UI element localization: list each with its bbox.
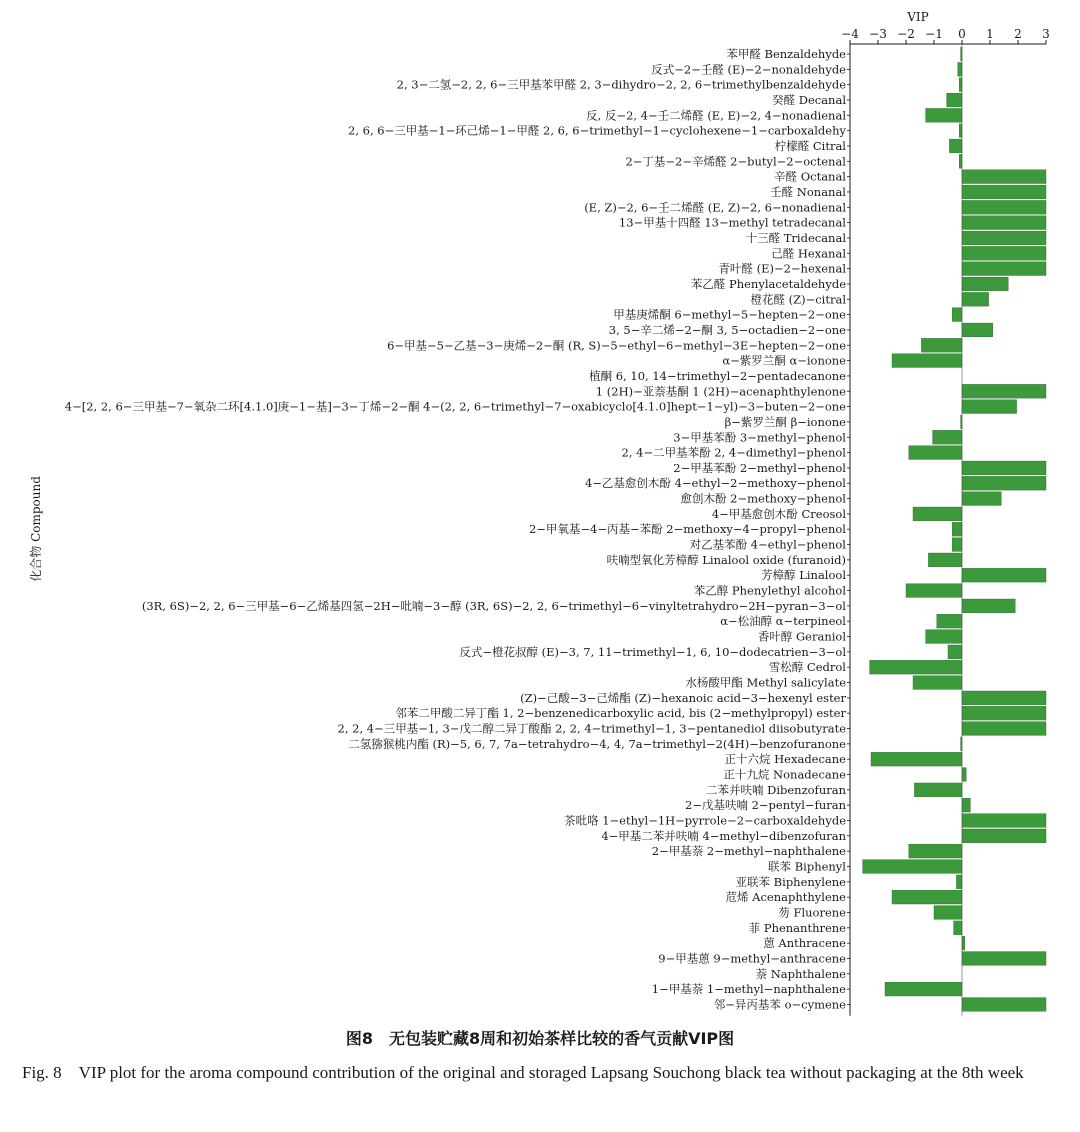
category-label: 愈创木酚 2−methoxy−phenol — [680, 491, 846, 506]
category-label: 蒽 Anthracene — [763, 936, 846, 951]
figure-caption-english: Fig. 8 VIP plot for the aroma compound contribution of the original and storaged Lapsang Souchong black tea without packaging at the 8th week — [22, 1063, 1024, 1082]
vip-bar — [962, 461, 1046, 475]
figure-caption-chinese: 图8 无包装贮藏8周和初始茶样比较的香气贡献VIP图 — [345, 1029, 735, 1048]
category-label: 反式−橙花叔醇 (E)−3, 7, 11−trimethyl−1, 6, 10−dodecatrien−3−ol — [459, 644, 846, 659]
category-label: (3R, 6S)−2, 2, 6−三甲基−6−乙烯基四氢−2H−吡喃−3−醇 (3R, 6S)−2, 2, 6−trimethyl−6−vinyltetrahydro−2H−pyran−3−ol — [141, 598, 846, 613]
vip-bar — [949, 139, 962, 153]
category-label: 苯乙醇 Phenylethyl alcohol — [693, 583, 846, 598]
vip-bar — [962, 262, 1046, 276]
vip-bar — [926, 630, 962, 644]
category-label: 邻−异丙基苯 o−cymene — [713, 997, 846, 1012]
vip-bar — [956, 875, 962, 889]
vip-bar — [962, 829, 1046, 843]
vip-bar — [952, 308, 962, 322]
vip-bar — [934, 906, 962, 920]
category-label: 植酮 6, 10, 14−trimethyl−2−pentadecanone — [589, 368, 846, 383]
category-label: 柠檬醛 Citral — [774, 138, 846, 153]
vip-bar — [962, 952, 1046, 966]
vip-bar — [962, 277, 1008, 291]
category-label: 苊烯 Acenaphthylene — [725, 890, 846, 905]
vip-bar — [892, 354, 962, 368]
vip-bar — [962, 246, 1046, 260]
vip-bar — [962, 384, 1046, 398]
category-label: 芳樟醇 Linalool — [761, 568, 846, 583]
category-label: 菲 Phenanthrene — [748, 920, 846, 935]
vip-bar — [892, 890, 962, 904]
category-label: 2−甲氧基−4−丙基−苯酚 2−methoxy−4−propyl−phenol — [528, 522, 846, 537]
category-label: 9−甲基蒽 9−methyl−anthracene — [658, 951, 846, 966]
category-label: 4−甲基愈创木酚 Creosol — [711, 506, 846, 521]
x-tick-label: 2 — [1014, 27, 1022, 41]
category-label: 13−甲基十四醛 13−methyl tetradecanal — [618, 215, 846, 230]
category-label: 4−[2, 2, 6−三甲基−7−氧杂二环[4.1.0]庚−1−基]−3−丁烯−2−酮 4−(2, 2, 6−trimethyl−7−oxabicyclo[4.1.0]hept−1−yl)−3−buten−2−one — [64, 399, 846, 414]
vip-bar — [926, 108, 962, 122]
category-label: 对乙基苯酚 4−ethyl−phenol — [689, 537, 846, 552]
category-label: (E, Z)−2, 6−壬二烯醛 (E, Z)−2, 6−nonadienal — [584, 200, 846, 215]
category-label: 反式−2−壬醛 (E)−2−nonaldehyde — [651, 62, 846, 77]
category-label: 萘 Naphthalene — [755, 966, 846, 981]
vip-bar — [913, 507, 962, 521]
x-axis-title: VIP — [907, 10, 929, 24]
x-tick-label: −4 — [841, 27, 859, 41]
category-label: 亚联苯 Biphenylene — [735, 874, 846, 889]
category-label: 联苯 Biphenyl — [768, 859, 846, 874]
category-label: 2, 2, 4−三甲基−1, 3−戊二醇二异丁酸酯 2, 2, 4−trimethyl−1, 3−pentanediol diisobutyrate — [337, 721, 846, 736]
category-label: 橙花醛 (Z)−citral — [750, 292, 846, 307]
vip-bar — [933, 430, 962, 444]
vip-bar — [962, 768, 966, 782]
category-label: β−紫罗兰酮 β−ionone — [724, 414, 846, 429]
category-label: 正十六烷 Hexadecane — [724, 752, 846, 767]
vip-bar — [962, 936, 965, 950]
category-label: 2−甲基苯酚 2−methyl−phenol — [673, 460, 846, 475]
category-label: 芴 Fluorene — [778, 905, 846, 920]
category-label: 水杨酸甲酯 Methyl salicylate — [685, 675, 846, 690]
vip-bar — [954, 921, 962, 935]
vip-bar — [914, 783, 962, 797]
category-label: 2, 3−二氢−2, 2, 6−三甲基苯甲醛 2, 3−dihydro−2, 2, 6−trimethylbenzaldehyde — [396, 77, 846, 92]
vip-bar — [962, 706, 1046, 720]
vip-bar — [962, 170, 1046, 184]
x-tick-label: −2 — [897, 27, 915, 41]
category-label: 甲基庚烯酮 6−methyl−5−hepten−2−one — [613, 307, 846, 322]
category-label: 1−甲基萘 1−methyl−naphthalene — [651, 982, 846, 997]
vip-bar — [958, 62, 962, 76]
vip-bar — [952, 522, 962, 536]
vip-bar — [962, 323, 993, 337]
category-label: 4−乙基愈创木酚 4−ethyl−2−methoxy−phenol — [584, 476, 846, 491]
vip-bar — [962, 292, 989, 306]
vip-bar — [948, 645, 962, 659]
category-label: 1 (2H)−亚萘基酮 1 (2H)−acenaphthylenone — [595, 384, 846, 399]
vip-bar — [909, 844, 962, 858]
vip-bar — [906, 584, 962, 598]
vip-bar — [959, 124, 962, 138]
category-label: 二苯并呋喃 Dibenzofuran — [705, 782, 846, 797]
vip-bar — [962, 216, 1046, 230]
vip-bar — [959, 154, 962, 168]
vip-bar — [962, 492, 1001, 506]
category-label: 己醛 Hexanal — [771, 246, 846, 261]
category-label: 二氢猕猴桃内酯 (R)−5, 6, 7, 7a−tetrahydro−4, 4, 7a−trimethyl−2(4H)−benzofuranone — [348, 736, 846, 751]
vip-bar — [962, 200, 1046, 214]
x-tick-label: 1 — [986, 27, 994, 41]
plot-area — [65, 27, 1050, 1016]
category-label: 雪松醇 Cedrol — [768, 660, 846, 675]
category-label: 2−戊基呋喃 2−pentyl−furan — [685, 798, 846, 813]
vip-bar — [913, 676, 962, 690]
category-label: 4−甲基二苯并呋喃 4−methyl−dibenzofuran — [601, 828, 846, 843]
category-label: 2, 6, 6−三甲基−1−环己烯−1−甲醛 2, 6, 6−trimethyl−1−cyclohexene−1−carboxaldehy — [348, 123, 846, 138]
vip-bar — [870, 660, 962, 674]
vip-bar — [962, 691, 1046, 705]
category-label: α−紫罗兰酮 α−ionone — [722, 353, 846, 368]
vip-bar — [885, 982, 962, 996]
category-label: α−松油醇 α−terpineol — [720, 614, 846, 629]
category-label: 苯乙醛 Phenylacetaldehyde — [690, 276, 846, 291]
x-tick-label: −1 — [925, 27, 943, 41]
vip-bar — [962, 476, 1046, 490]
category-label: 2−丁基−2−辛烯醛 2−butyl−2−octenal — [625, 154, 846, 169]
vip-bar — [928, 553, 962, 567]
category-label: 2−甲基萘 2−methyl−naphthalene — [651, 844, 846, 859]
category-label: 6−甲基−5−乙基−3−庚烯−2−酮 (R, S)−5−ethyl−6−methyl−3E−hepten−2−one — [387, 338, 846, 353]
category-label: 香叶醇 Geraniol — [757, 629, 846, 644]
vip-bar — [947, 93, 962, 107]
category-label: 呋喃型氧化芳樟醇 Linalool oxide (furanoid) — [606, 552, 846, 567]
category-label: 癸醛 Decanal — [772, 92, 846, 107]
x-tick-label: 0 — [958, 27, 966, 41]
x-tick-label: 3 — [1042, 27, 1050, 41]
category-label: 2, 4−二甲基苯酚 2, 4−dimethyl−phenol — [621, 445, 846, 460]
category-label: 壬醛 Nonanal — [770, 184, 846, 199]
category-label: 3−甲基苯酚 3−methyl−phenol — [673, 430, 846, 445]
category-label: 茶吡咯 1−ethyl−1H−pyrrole−2−carboxaldehyde — [564, 813, 846, 828]
vip-bar — [962, 185, 1046, 199]
vip-bar — [921, 338, 962, 352]
category-label: 辛醛 Octanal — [774, 169, 846, 184]
vip-bar — [863, 860, 962, 874]
category-label: 十三醛 Tridecanal — [745, 230, 846, 245]
vip-bar — [962, 798, 970, 812]
category-label: 邻苯二甲酸二异丁酯 1, 2−benzenedicarboxylic acid, bis (2−methylpropyl) ester — [395, 706, 846, 721]
category-label: (Z)−己酸−3−己烯酯 (Z)−hexanoic acid−3−hexenyl ester — [520, 690, 846, 705]
vip-bar — [871, 752, 962, 766]
vip-bar — [962, 998, 1046, 1012]
vip-bar — [959, 78, 962, 92]
category-label: 正十九烷 Nonadecane — [723, 767, 846, 782]
category-label: 苯甲醛 Benzaldehyde — [726, 47, 846, 61]
y-axis-title: 化合物 Compound — [29, 476, 43, 582]
vip-bar — [962, 599, 1015, 613]
vip-bar — [952, 538, 962, 552]
vip-bar — [962, 400, 1017, 414]
vip-bar — [962, 231, 1046, 245]
vip-bar — [962, 722, 1046, 736]
category-label: 反, 反−2, 4−壬二烯醛 (E, E)−2, 4−nonadienal — [586, 108, 846, 123]
category-label: 3, 5−辛二烯−2−酮 3, 5−octadien−2−one — [608, 322, 846, 337]
vip-bar — [909, 446, 962, 460]
vip-bar — [962, 814, 1046, 828]
x-tick-label: −3 — [869, 27, 887, 41]
category-label: 青叶醛 (E)−2−hexenal — [718, 261, 846, 276]
vip-bar — [937, 614, 962, 628]
vip-bar — [962, 568, 1046, 582]
